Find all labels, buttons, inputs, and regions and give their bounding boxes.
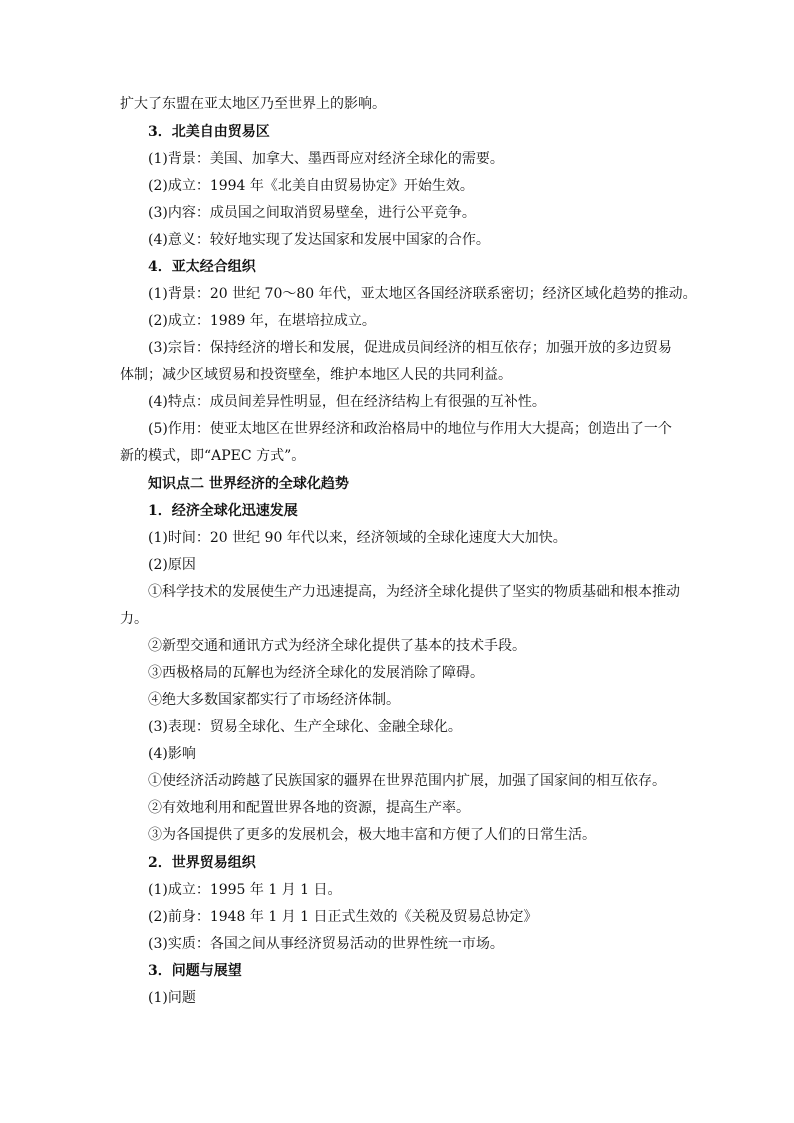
section-heading: 2．世界贸易组织 [148,855,256,871]
text-line: ①使经济活动跨越了民族国家的疆界在世界范围内扩展，加强了国家间的相互依存。 [148,773,666,789]
text-line: (1)时间：20 世纪 90 年代以来，经济领域的全球化速度大大加快。 [148,530,567,546]
text-line: (2)原因 [148,557,196,573]
text-line: ②新型交通和通讯方式为经济全球化提供了基本的技术手段。 [148,638,526,654]
text-line: ②有效地利用和配置世界各地的资源，提高生产率。 [148,800,470,816]
text-line: 体制；减少区域贸易和投资壁垒，维护本地区人民的共同利益。 [120,367,512,383]
text-line: ③西极格局的瓦解也为经济全球化的发展消除了障碍。 [148,665,484,681]
text-line: ③为各国提供了更多的发展机会，极大地丰富和方便了人们的日常生活。 [148,827,596,843]
text-line: (3)表现：贸易全球化、生产全球化、金融全球化。 [148,719,462,735]
section-heading: 3．北美自由贸易区 [148,124,270,140]
text-line: 扩大了东盟在亚太地区乃至世界上的影响。 [120,96,386,112]
text-line: (2)成立：1994 年《北美自由贸易协定》开始生效。 [148,178,474,194]
text-line: (2)前身：1948 年 1 月 1 日正式生效的《关税及贸易总协定》 [148,909,538,925]
section-title: 知识点二 世界经济的全球化趋势 [148,476,349,492]
text-line: (4)特点：成员间差异性明显，但在经济结构上有很强的互补性。 [148,394,546,410]
text-line: (2)成立：1989 年，在堪培拉成立。 [148,313,376,329]
text-line: (1)成立：1995 年 1 月 1 日。 [148,882,342,898]
text-line: ①科学技术的发展使生产力迅速提高，为经济全球化提供了坚实的物质基础和根本推动 [148,584,680,600]
text-line: (1)问题 [148,990,196,1006]
text-line: (4)意义：较好地实现了发达国家和发展中国家的合作。 [148,232,490,248]
text-line: (3)宗旨：保持经济的增长和发展，促进成员间经济的相互依存；加强开放的多边贸易 [148,340,672,356]
section-heading: 3．问题与展望 [148,963,242,979]
text-line: (1)背景：20 世纪 70～80 年代，亚太地区各国经济联系密切；经济区域化趋势的推动。 [148,286,697,302]
text-line: (3)实质：各国之间从事经济贸易活动的世界性统一市场。 [148,936,504,952]
section-heading: 1．经济全球化迅速发展 [148,503,298,519]
text-line: (4)影响 [148,746,196,762]
text-line: (1)背景：美国、加拿大、墨西哥应对经济全球化的需要。 [148,151,504,167]
section-heading: 4．亚太经合组织 [148,259,256,275]
text-line: ④绝大多数国家都实行了市场经济体制。 [148,692,400,708]
text-line: 力。 [120,611,148,627]
text-line: (3)内容：成员国之间取消贸易壁垒，进行公平竞争。 [148,205,476,221]
text-line: (5)作用：使亚太地区在世界经济和政治格局中的地位与作用大大提高；创造出了一个 [148,421,672,437]
text-line: 新的模式，即“APEC 方式”。 [120,448,306,464]
